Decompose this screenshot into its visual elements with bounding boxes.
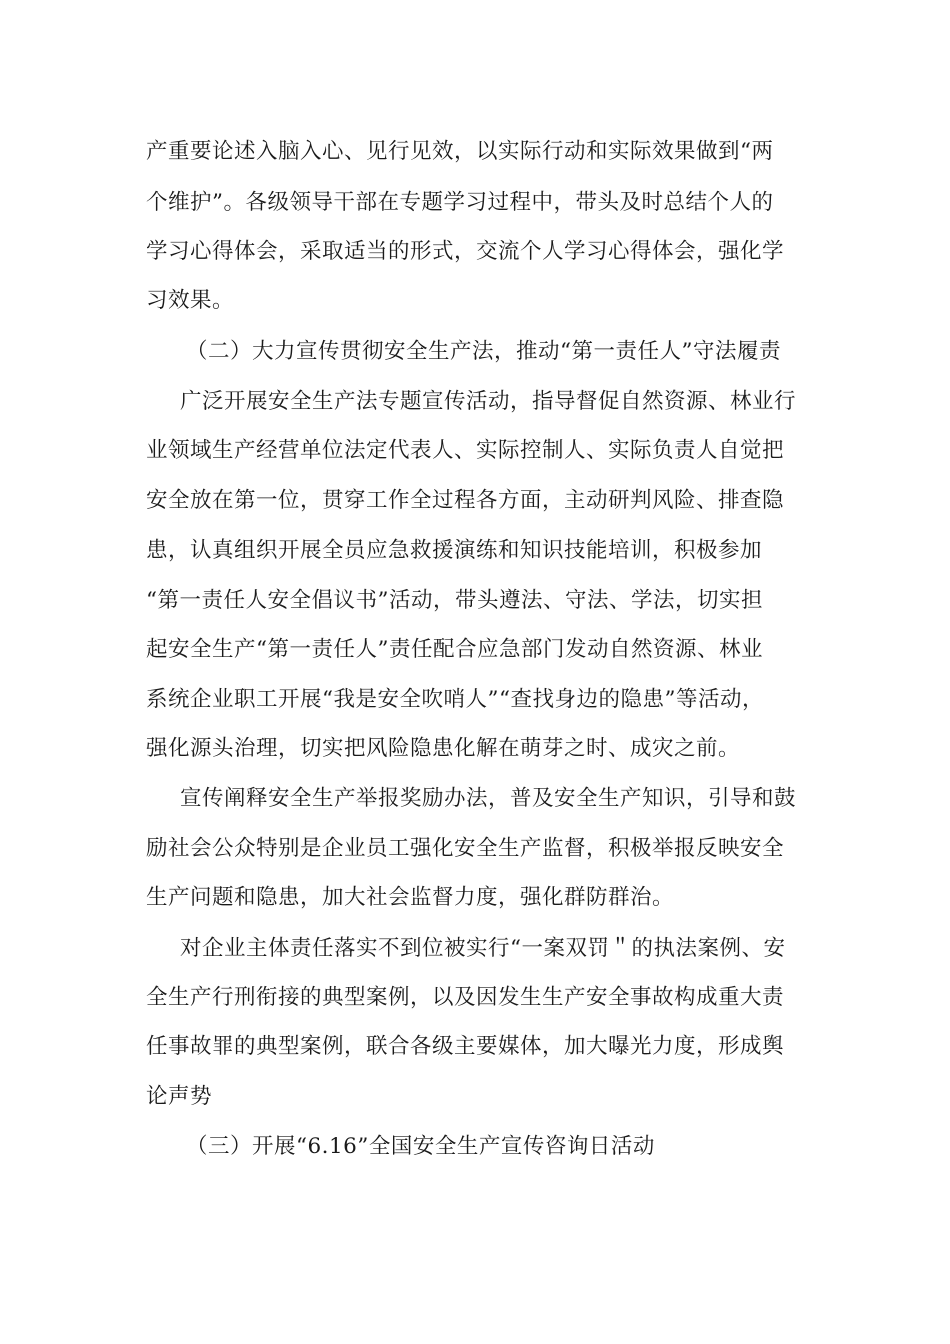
body-text-line: 习效果。: [146, 288, 235, 313]
body-text-line: 学习心得体会，采取适当的形式，交流个人学习心得体会，强化学: [146, 239, 785, 264]
body-text-line: 患，认真组织开展全员应急救援演练和知识技能培训，积极参加: [146, 538, 763, 563]
body-text-line: 起安全生产“第一责任人”责任配合应急部门发动自然资源、林业: [146, 637, 763, 662]
body-text-line: 任事故罪的典型案例，联合各级主要媒体，加大曝光力度，形成舆: [146, 1034, 785, 1059]
body-text-line: 业领域生产经营单位法定代表人、实际控制人、实际负责人自觉把: [146, 438, 785, 463]
body-text-line: 安全放在第一位，贯穿工作全过程各方面，主动研判风险、排查隐: [146, 488, 785, 513]
body-text-line: 励社会公众特别是企业员工强化安全生产监督，积极举报反映安全: [146, 836, 785, 861]
body-text-line: 全生产行刑衔接的典型案例，以及因发生生产安全事故构成重大责: [146, 985, 785, 1010]
body-text-line: “第一责任人安全倡议书”活动，带头遵法、守法、学法，切实担: [146, 588, 763, 613]
body-text-line: 生产问题和隐患，加大社会监督力度，强化群防群治。: [146, 885, 675, 910]
section-heading-3: （三）开展“6.16”全国安全生产宣传咨询日活动: [186, 1134, 655, 1159]
paragraph-first-line: 对企业主体责任落实不到位被实行“一案双罚＂的执法案例、安: [180, 936, 786, 961]
section-heading-2: （二）大力宣传贯彻安全生产法，推动“第一责任人”守法履责: [186, 339, 781, 364]
paragraph-first-line: 宣传阐释安全生产举报奖励办法，普及安全生产知识，引导和鼓: [180, 786, 797, 811]
body-text-line: 个维护”。各级领导干部在专题学习过程中，带头及时总结个人的: [146, 190, 774, 215]
body-text-line: 系统企业职工开展“我是安全吹哨人”“查找身边的隐患”等活动，: [146, 687, 764, 712]
body-text-line: 产重要论述入脑入心、见行见效，以实际行动和实际效果做到“两: [146, 139, 774, 164]
body-text-line: 论声势: [146, 1084, 213, 1109]
paragraph-first-line: 广泛开展安全生产法专题宣传活动，指导督促自然资源、林业行: [180, 389, 797, 414]
body-text-line: 强化源头治理，切实把风险隐患化解在萌芽之时、成灾之前。: [146, 736, 741, 761]
